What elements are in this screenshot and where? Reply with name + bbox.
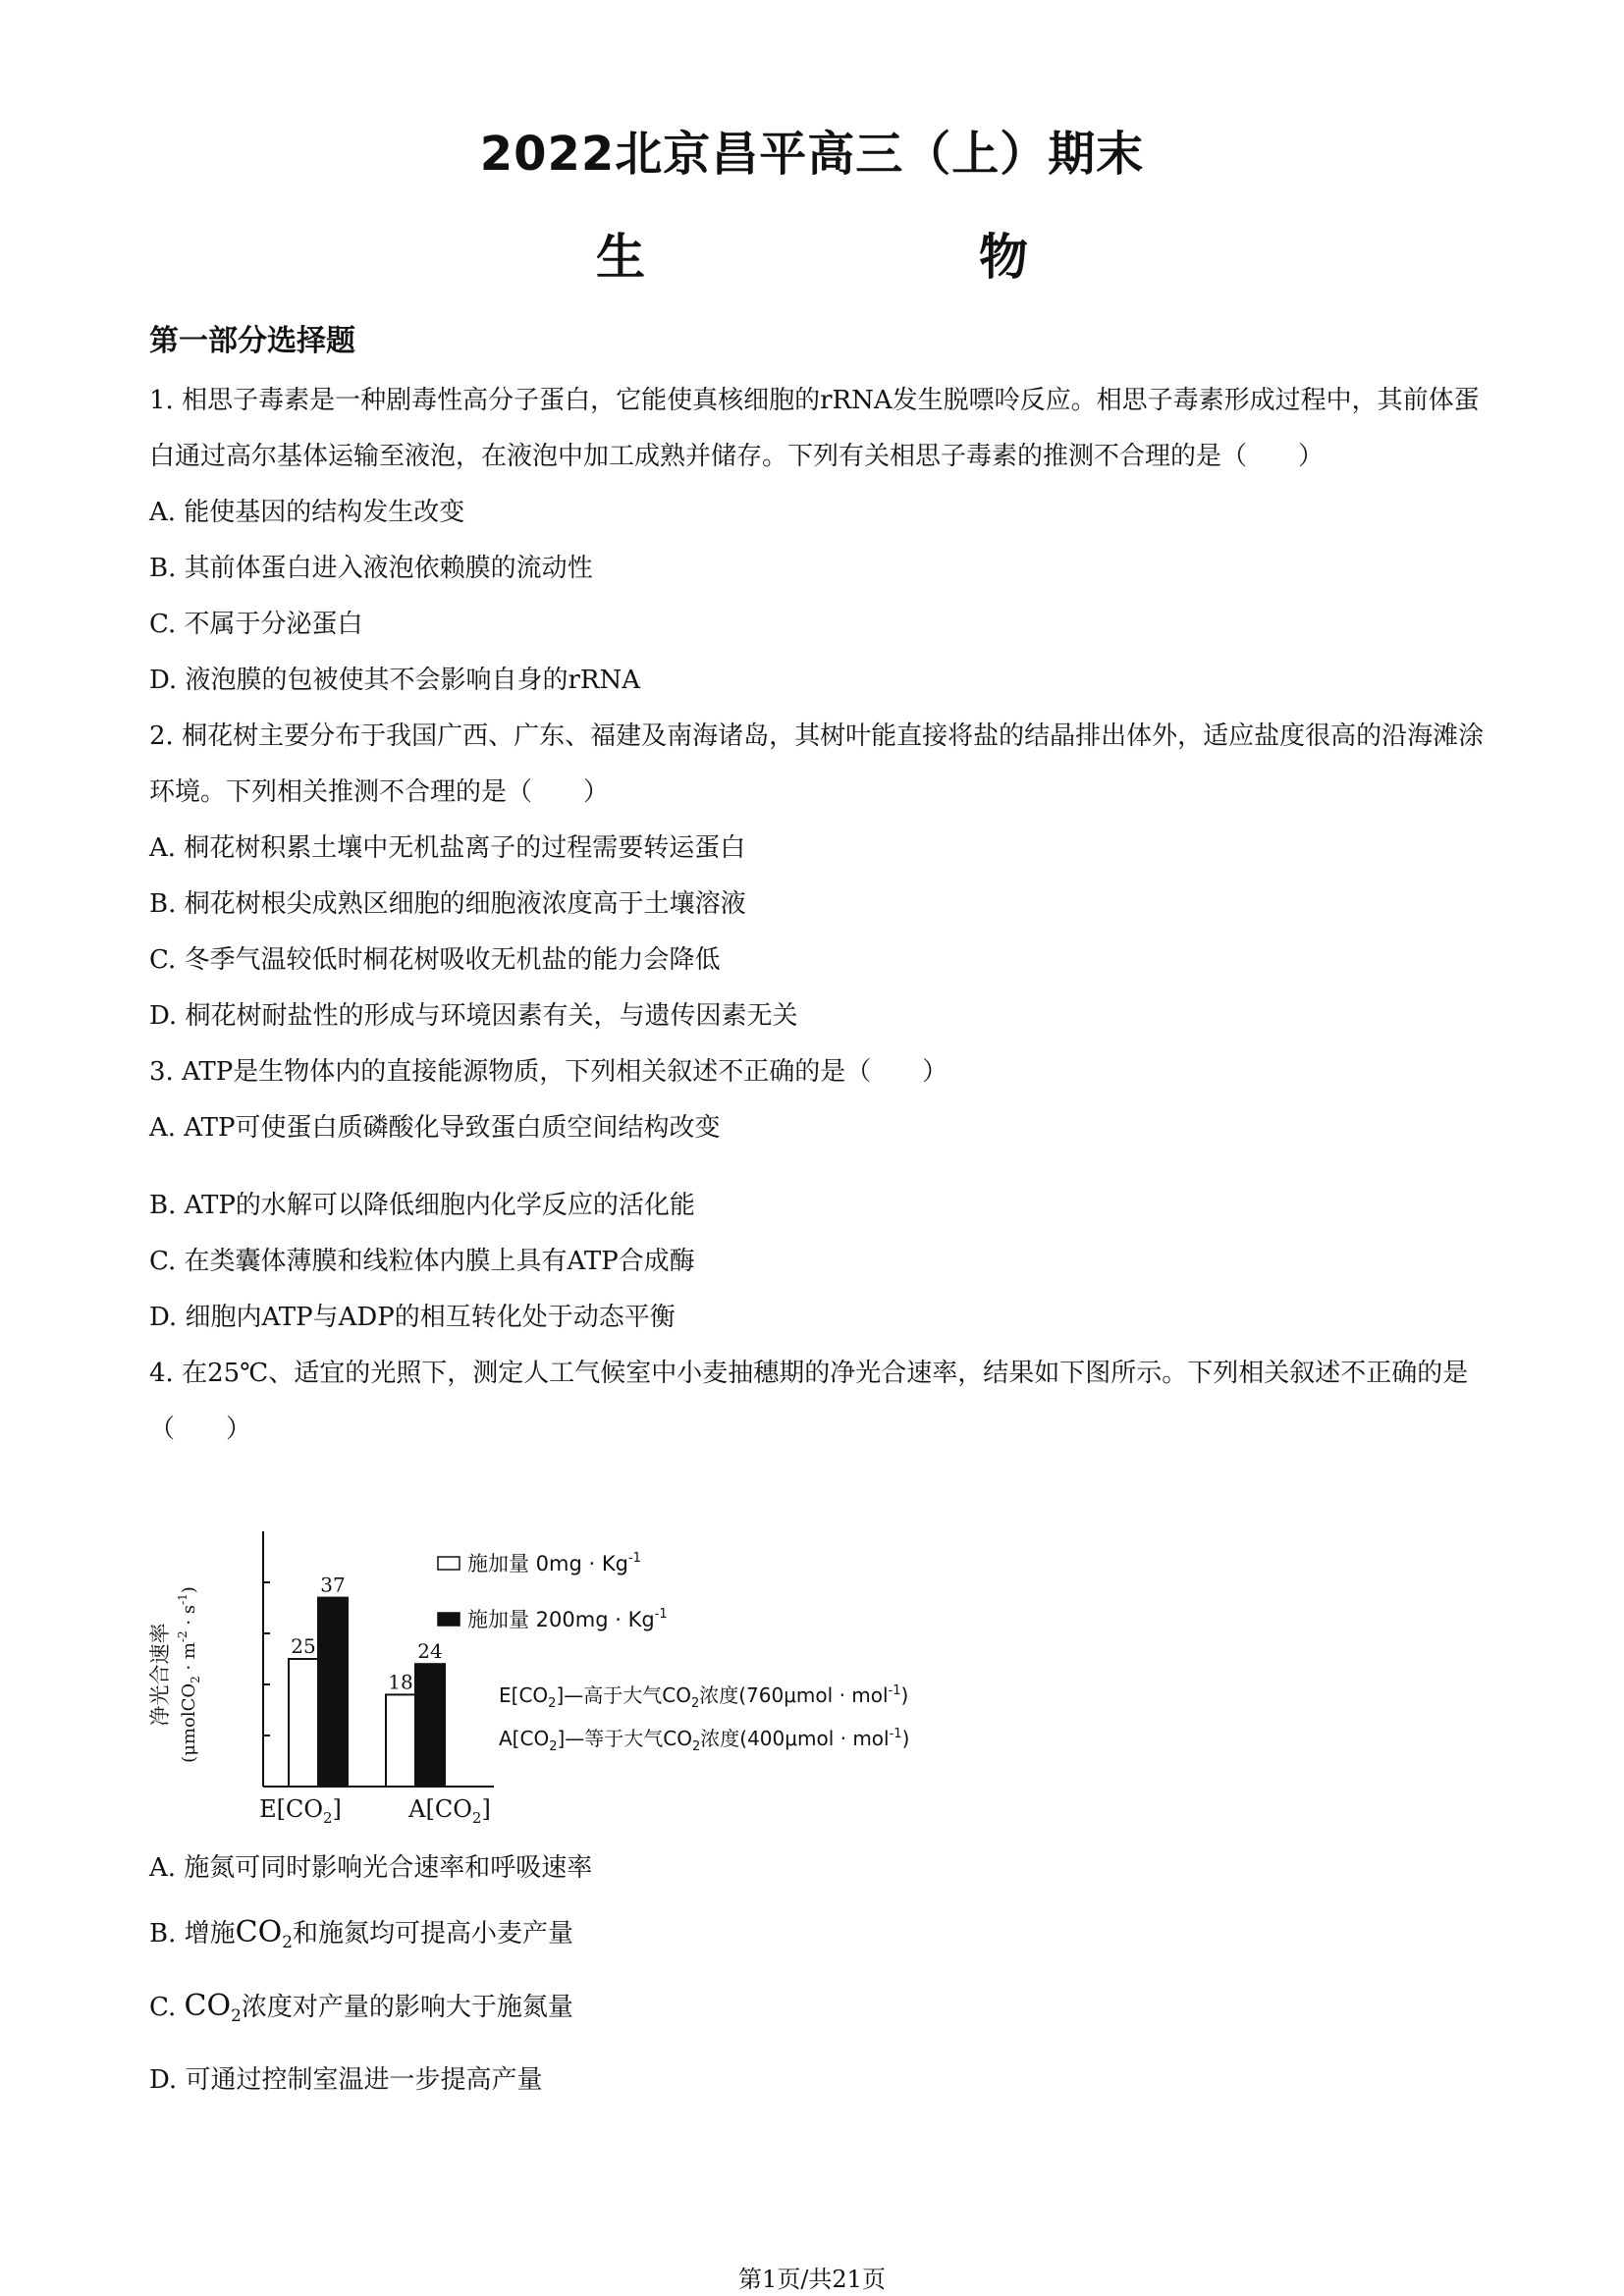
q2-option-c: C. 冬季气温较低时桐花树吸收无机盐的能力会降低	[149, 945, 721, 975]
q1-option-a: A. 能使基因的结构发生改变	[149, 498, 465, 527]
value-label-a-co2-0mg: 18	[388, 1670, 413, 1694]
q3-option-a: A. ATP可使蛋白质磷酸化导致蛋白质空间结构改变	[149, 1113, 721, 1143]
q4-option-b: B. 增施$CO_2$和施氮均可提高小麦产量	[149, 1915, 573, 1952]
legend-swatch-0mg	[438, 1557, 460, 1570]
subject-title: 生 物	[596, 229, 1107, 286]
q4-option-c: C. $CO_2$浓度对产量的影响大于施氮量	[149, 1989, 573, 2026]
q4-option-d: D. 可通过控制室温进一步提高产量	[149, 2065, 543, 2096]
questions-body	[149, 373, 1485, 1458]
bar-chart-svg	[145, 1518, 1029, 1842]
q2-stem: 2. 桐花树主要分布于我国广西、广东、福建及南海诸岛，其树叶能直接将盐的结晶排出体外，适应盐度很高的沿海滩涂环境。下列相关推测不合理的是（ ）	[149, 721, 1485, 807]
q3-option-d: D. 细胞内ATP与ADP的相互转化处于动态平衡	[149, 1303, 676, 1332]
bar-chart-figure	[145, 1518, 1029, 1842]
q3-option-c: C. 在类囊体薄膜和线粒体内膜上具有ATP合成酶	[149, 1247, 695, 1276]
q2-option-d: D. 桐花树耐盐性的形成与环境因素有关，与遗传因素无关	[149, 1001, 798, 1031]
y-axis-label-line1: 净光合速率	[148, 1623, 172, 1727]
q4-option-a: A. 施氮可同时影响光合速率和呼吸速率	[149, 1853, 593, 1883]
y-axis-label-line2: (μmolCO$_2$ · $m^{-2} \cdot s^{-1}$)	[176, 1586, 202, 1763]
legend-label-0mg: 施加量 $0mg \cdot Kg^{-1}$	[467, 1551, 641, 1575]
q2-option-b: B. 桐花树根尖成熟区细胞的细胞液浓度高于土壤溶液	[149, 889, 746, 919]
bar-a-co2-200mg	[415, 1664, 445, 1787]
category-label-e-co2: $E[CO_2]$	[259, 1795, 342, 1827]
value-label-a-co2-200mg: 24	[417, 1639, 443, 1664]
bar-a-co2-0mg	[386, 1694, 415, 1787]
legend-label-200mg: 施加量 $200mg \cdot Kg^{-1}$	[467, 1607, 668, 1631]
q3-option-b: B. ATP的水解可以降低细胞内化学反应的活化能	[149, 1191, 695, 1220]
q3-stem: 3. ATP是生物体内的直接能源物质，下列相关叙述不正确的是（ ）	[149, 1057, 948, 1087]
value-label-e-co2-200mg: 37	[320, 1573, 346, 1597]
q1-option-d: D. 液泡膜的包被使其不会影响自身的rRNA	[149, 666, 640, 695]
q1-stem: 1. 相思子毒素是一种剧毒性高分子蛋白，它能使真核细胞的rRNA发生脱嘌呤反应。相思子毒素形成过程中，其前体蛋白通过高尔基体运输至液泡，在液泡中加工成熟并储存。下列有关相思子毒素的推测不合理的是（ ）	[149, 386, 1480, 471]
q1-option-b: B. 其前体蛋白进入液泡依赖膜的流动性	[149, 554, 593, 583]
bar-e-co2-200mg	[318, 1598, 348, 1787]
value-label-e-co2-0mg: 25	[291, 1634, 316, 1658]
note-a-co2: $A[CO_2]—$等于大气$CO_2$浓度(400μmol · mol$^{-1}$)	[499, 1727, 910, 1754]
page-footer: 第1页/共21页	[738, 2266, 886, 2293]
chart-bars	[289, 1598, 445, 1787]
page-title: 2022北京昌平高三（上）期末	[479, 127, 1145, 182]
q2-option-a: A. 桐花树积累土壤中无机盐离子的过程需要转运蛋白	[149, 833, 746, 863]
q1-option-c: C. 不属于分泌蛋白	[149, 610, 363, 639]
legend-swatch-200mg	[438, 1613, 460, 1626]
note-e-co2: $E[CO_2]—$高于大气$CO_2$浓度(760μmol · mol$^{-1}$)	[499, 1683, 909, 1711]
q4-options	[149, 1836, 1485, 2112]
bar-e-co2-0mg	[289, 1659, 318, 1787]
category-label-a-co2: $A[CO_2]$	[408, 1795, 491, 1827]
section-heading: 第一部分选择题	[149, 324, 355, 358]
q4-stem: 4. 在25℃、适宜的光照下，测定人工气候室中小麦抽穗期的净光合速率，结果如下图所示。下列相关叙述不正确的是（ ）	[149, 1359, 1469, 1444]
